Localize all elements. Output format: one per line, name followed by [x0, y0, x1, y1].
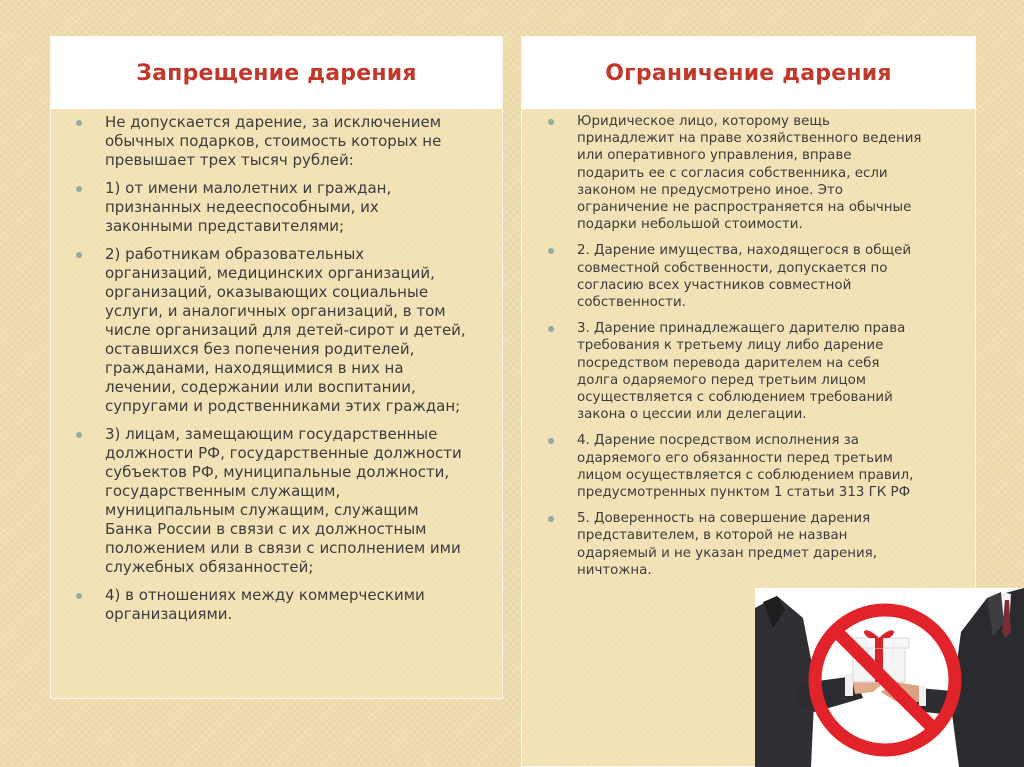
list-item — [51, 179, 502, 236]
bullet-dot-icon — [548, 119, 554, 125]
list-item-text: 5. Доверенность на совершение дарения представителем, в которой не назван одаряемый и не указан предмет дарения, ничтожна. — [577, 511, 877, 578]
bullet-dot-icon — [76, 593, 82, 599]
bullet-dot-icon — [76, 186, 82, 192]
bullet-dot-icon — [548, 438, 554, 444]
list-item-text: Не допускается дарение, за исключением обычных подарков, стоимость которых не превышает трех тысяч рублей: — [105, 113, 442, 169]
list-item — [522, 113, 975, 233]
bullet-dot-icon — [76, 252, 82, 258]
list-item — [522, 320, 975, 423]
no-gift-illustration-graphic — [755, 588, 1024, 767]
bullet-dot-icon — [76, 120, 82, 126]
list-item-text: Юридическое лицо, которому вещь принадлежит на праве хозяйственного ведения или оперативного управления, вправе подарить ее с согласия собственника, если законом не предусмотрено иное. Это ограничение не распространяется на обычные подарки небольшой стоимости. — [577, 114, 922, 233]
list-item-text: 1) от имени малолетних и граждан, признанных недееспособными, их законными представителями; — [105, 179, 392, 235]
list-item — [51, 425, 502, 577]
bullet-dot-icon — [548, 248, 554, 254]
prohibition-panel-title: Запрещение дарения — [136, 60, 417, 86]
bullet-dot-icon — [76, 432, 82, 438]
list-item — [522, 510, 975, 579]
list-item — [522, 242, 975, 311]
restriction-panel-title: Ограничение дарения — [605, 60, 892, 86]
list-item — [51, 586, 502, 624]
no-gift-illustration — [755, 588, 1024, 767]
prohibition-panel-header — [51, 37, 502, 109]
list-item-text: 4) в отношениях между коммерческими организациями. — [105, 586, 425, 623]
prohibition-panel — [50, 36, 503, 699]
list-item-text: 3) лицам, замещающим государственные должности РФ, государственные должности субъектов РФ, муниципальные должности, государственным служащим, муниципальным служащим, служащим Банка России в связи с их должностным положением или в связи с исполнением ими служебных обязанностей; — [105, 425, 462, 576]
list-item-text: 2. Дарение имущества, находящегося в общей совместной собственности, допускается по согласию всех участников совместной собственности. — [577, 243, 912, 311]
list-item-text: 2) работникам образовательных организаций, медицинских организаций, организаций, оказывающих социальные услуги, и аналогичных организаций, в том числе организаций для детей-сирот и детей, оставшихся без попечения родителей, гражданами, находящимися в них на лечении, содержании или воспитании, супругами и родственниками этих граждан; — [105, 245, 466, 415]
restriction-panel-header — [522, 37, 975, 109]
list-item — [51, 245, 502, 416]
bullet-dot-icon — [548, 326, 554, 332]
restriction-list — [522, 113, 975, 579]
restriction-panel-body — [522, 113, 975, 588]
bullet-dot-icon — [548, 516, 554, 522]
prohibition-panel-body — [51, 113, 502, 633]
list-item-text: 4. Дарение посредством исполнения за одаряемого его обязанности перед третьим лицом осуществляется с соблюдением правил, предусмотренных пунктом 1 статьи 313 ГК РФ — [577, 433, 914, 501]
list-item-text: 3. Дарение принадлежащего дарителю права требования к третьему лицу либо дарение посредством перевода дарителем на себя долга одаряемого перед третьим лицом осуществляется с соблюдением требований закона о цессии или делегации. — [577, 321, 906, 423]
list-item — [51, 113, 502, 170]
prohibition-list — [51, 113, 502, 624]
list-item — [522, 432, 975, 501]
